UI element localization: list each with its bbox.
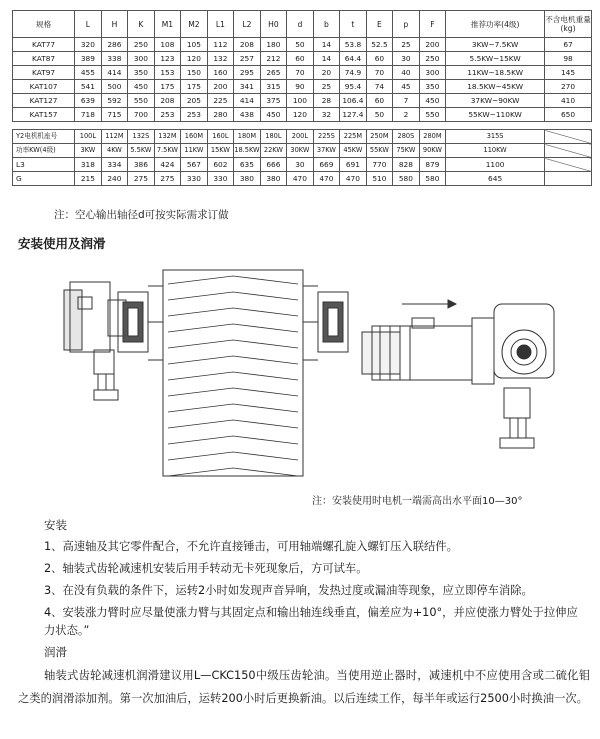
value-cell: 52.5 [366, 38, 393, 52]
value-cell: 120 [181, 52, 208, 66]
value-cell: 175 [154, 80, 181, 94]
value-cell: 700 [128, 108, 155, 122]
motor-cell: 30 [287, 158, 314, 172]
header-cell: K [128, 11, 155, 38]
motor-cell: 55KW [366, 144, 393, 158]
motor-cell: 250M [366, 130, 393, 144]
value-cell: 300 [128, 52, 155, 66]
gap-cell [13, 122, 592, 130]
header-cell: b [313, 11, 340, 38]
header-cell: H [101, 11, 128, 38]
section-title: 安装使用及润滑 [18, 236, 106, 251]
value-cell: 90 [287, 80, 314, 94]
value-cell: 132 [207, 52, 234, 66]
header-cell: M2 [181, 11, 208, 38]
motor-cell: 380 [234, 172, 261, 186]
motor-cell: 160L [207, 130, 234, 144]
motor-row [13, 158, 592, 172]
install-item-4: 4、安装涨力臂时应尽量使涨力臂与其固定点和输出轴连线垂直，偏差应为+10°，并应使涨力臂处于拉伸应力状态。” [44, 606, 578, 637]
value-cell: 28 [313, 94, 340, 108]
value-cell: 108 [154, 38, 181, 52]
blank-cell [545, 172, 592, 186]
header-cell: t [340, 11, 367, 38]
value-cell: 280 [207, 108, 234, 122]
hollow-shaft-note: 注：空心输出轴径d可按实际需求订做 [54, 209, 229, 221]
blank-cell [545, 130, 592, 144]
motor-cell: 225S [313, 130, 340, 144]
install-item-3: 3、在没有负载的条件下，运转2小时如发现声音异响，发热过度或漏油等现象，应立即停车消除。 [44, 584, 533, 597]
value-cell: 98 [545, 52, 592, 66]
value-cell: 718 [75, 108, 102, 122]
motor-cell: 330 [207, 172, 234, 186]
header-cell: p [393, 11, 420, 38]
value-cell: 315 [260, 80, 287, 94]
motor-cell: 334 [101, 158, 128, 172]
value-cell: 50 [287, 38, 314, 52]
header-cell: 推荐功率(4级) [446, 11, 545, 38]
motor-row-label: 功率KW(4级) [13, 144, 75, 158]
header-cell: M1 [154, 11, 181, 38]
motor-cell: 100L [75, 130, 102, 144]
motor-cell: 770 [366, 158, 393, 172]
table-header-row [13, 11, 592, 38]
value-cell: 253 [181, 108, 208, 122]
value-cell: 74.9 [340, 66, 367, 80]
motor-cell: 5.5KW [128, 144, 155, 158]
value-cell: 95.4 [340, 80, 367, 94]
install-title: 安装 [44, 518, 67, 532]
header-cell-weight: 不含电机重量(kg) [545, 11, 592, 38]
value-cell: 153 [154, 66, 181, 80]
header-cell: L2 [234, 11, 261, 38]
value-cell: 205 [181, 94, 208, 108]
value-cell: 225 [207, 94, 234, 108]
value-cell: 60 [366, 52, 393, 66]
motor-cell: 160M [181, 130, 208, 144]
model-cell: KAT107 [13, 80, 75, 94]
model-cell: KAT97 [13, 66, 75, 80]
value-cell: 25 [393, 38, 420, 52]
value-cell: 253 [154, 108, 181, 122]
motor-cell: 602 [207, 158, 234, 172]
motor-cell: 75KW [393, 144, 420, 158]
motor-cell: 7.5KW [154, 144, 181, 158]
value-cell: 180 [260, 38, 287, 52]
value-cell: 112 [207, 38, 234, 52]
header-cell: F [419, 11, 446, 38]
motor-row-label: Y2电机机座号 [13, 130, 75, 144]
motor-cell: 132M [154, 130, 181, 144]
motor-cell: 30KW [287, 144, 314, 158]
spec-body [13, 38, 592, 122]
value-cell: 37KW~90KW [446, 94, 545, 108]
value-cell: 715 [101, 108, 128, 122]
value-cell: 200 [207, 80, 234, 94]
motor-cell: 200L [287, 130, 314, 144]
value-cell: 70 [366, 66, 393, 80]
motor-angle-note: 注：安装使用时电机一端需高出水平面10—30° [312, 496, 523, 507]
motor-row [13, 144, 592, 158]
motor-cell: 275 [154, 172, 181, 186]
model-cell: KAT127 [13, 94, 75, 108]
value-cell: 295 [234, 66, 261, 80]
motor-last-cell: 645 [446, 172, 545, 186]
motor-row [13, 172, 592, 186]
motor-cell: 635 [234, 158, 261, 172]
value-cell: 14 [313, 38, 340, 52]
lube-title: 润滑 [44, 645, 67, 659]
value-cell: 270 [545, 80, 592, 94]
direction-arrow [402, 300, 456, 308]
model-cell: KAT77 [13, 38, 75, 52]
motor-cell: 691 [340, 158, 367, 172]
value-cell: 18.5KW~45KW [446, 80, 545, 94]
motor-cell: 669 [313, 158, 340, 172]
motor-cell: 580 [419, 172, 446, 186]
value-cell: 120 [287, 108, 314, 122]
value-cell: 250 [419, 52, 446, 66]
value-cell: 2 [393, 108, 420, 122]
value-cell: 500 [101, 80, 128, 94]
value-cell: 592 [101, 94, 128, 108]
value-cell: 60 [366, 94, 393, 108]
value-cell: 7 [393, 94, 420, 108]
installation-diagram [10, 262, 590, 490]
motor-cell: 240 [101, 172, 128, 186]
value-cell: 105 [181, 38, 208, 52]
value-cell: 40 [393, 66, 420, 80]
motor-body [13, 130, 592, 186]
value-cell: 265 [260, 66, 287, 80]
install-item-2: 2、轴装式齿轮减速机安装后用手转动无卡死现象后，方可试车。 [44, 562, 368, 575]
value-cell: 320 [75, 38, 102, 52]
value-cell: 639 [75, 94, 102, 108]
value-cell: 350 [419, 80, 446, 94]
value-cell: 375 [260, 94, 287, 108]
value-cell: 450 [260, 108, 287, 122]
spec-table [12, 10, 592, 186]
value-cell: 160 [207, 66, 234, 80]
motor-cell: 18.5KW [234, 144, 261, 158]
motor-cell: 180M [234, 130, 261, 144]
value-cell: 541 [75, 80, 102, 94]
motor-cell: 666 [260, 158, 287, 172]
motor-cell: 879 [419, 158, 446, 172]
value-cell: 341 [234, 80, 261, 94]
value-cell: 175 [181, 80, 208, 94]
value-cell: 3KW~7.5KW [446, 38, 545, 52]
motor-cell: 380 [260, 172, 287, 186]
value-cell: 150 [181, 66, 208, 80]
motor-cell: 132S [128, 130, 155, 144]
value-cell: 212 [260, 52, 287, 66]
value-cell: 60 [287, 52, 314, 66]
value-cell: 208 [154, 94, 181, 108]
value-cell: 250 [128, 38, 155, 52]
value-cell: 50 [366, 108, 393, 122]
header-cell: L1 [207, 11, 234, 38]
value-cell: 414 [101, 66, 128, 80]
value-cell: 145 [545, 66, 592, 80]
table-row [13, 38, 592, 52]
motor-cell: 330 [181, 172, 208, 186]
blank-cell [545, 144, 592, 158]
value-cell: 550 [419, 108, 446, 122]
motor-cell: 45KW [340, 144, 367, 158]
table-row [13, 66, 592, 80]
value-cell: 300 [419, 66, 446, 80]
motor-cell: 424 [154, 158, 181, 172]
value-cell: 45 [393, 80, 420, 94]
motor-cell: 280M [419, 130, 446, 144]
left-reducer [64, 282, 126, 400]
value-cell: 53.8 [340, 38, 367, 52]
value-cell: 5.5KW~15KW [446, 52, 545, 66]
motor-cell: 580 [393, 172, 420, 186]
motor-cell: 22KW [260, 144, 287, 158]
value-cell: 338 [101, 52, 128, 66]
value-cell: 64.4 [340, 52, 367, 66]
value-cell: 67 [545, 38, 592, 52]
value-cell: 389 [75, 52, 102, 66]
motor-row [13, 130, 592, 144]
motor-cell: 15KW [207, 144, 234, 158]
value-cell: 257 [234, 52, 261, 66]
value-cell: 11KW~18.5KW [446, 66, 545, 80]
header-cell: L [75, 11, 102, 38]
value-cell: 455 [75, 66, 102, 80]
right-bearing-block [303, 292, 348, 352]
value-cell: 20 [313, 66, 340, 80]
header-cell: d [287, 11, 314, 38]
motor-cell: 280S [393, 130, 420, 144]
value-cell: 74 [366, 80, 393, 94]
value-cell: 123 [154, 52, 181, 66]
value-cell: 100 [287, 94, 314, 108]
value-cell: 70 [287, 66, 314, 80]
motor-row-label: G [13, 172, 75, 186]
motor-cell: 828 [393, 158, 420, 172]
header-cell: 规格 [13, 11, 75, 38]
motor-last-cell: 1100 [446, 158, 545, 172]
blank-cell [545, 158, 592, 172]
value-cell: 25 [313, 80, 340, 94]
motor-cell: 567 [181, 158, 208, 172]
motor-cell: 112M [101, 130, 128, 144]
table-row [13, 94, 592, 108]
motor-cell: 225M [340, 130, 367, 144]
table-row [13, 80, 592, 94]
motor-cell: 470 [287, 172, 314, 186]
table-row [13, 108, 592, 122]
header-cell: E [366, 11, 393, 38]
motor-cell: 386 [128, 158, 155, 172]
motor-cell: 3KW [75, 144, 102, 158]
value-cell: 106.4 [340, 94, 367, 108]
value-cell: 414 [234, 94, 261, 108]
motor-cell: 215 [75, 172, 102, 186]
motor-cell: 11KW [181, 144, 208, 158]
motor-reducer-side [362, 304, 554, 448]
motor-cell: 470 [313, 172, 340, 186]
value-cell: 438 [234, 108, 261, 122]
value-cell: 450 [128, 80, 155, 94]
install-item-1: 1、高速轴及其它零件配合，不允许直接锤击，可用轴端螺孔旋入螺钉压入联结件。 [44, 540, 458, 553]
value-cell: 410 [545, 94, 592, 108]
left-bearing-block [118, 292, 163, 352]
value-cell: 127.4 [340, 108, 367, 122]
motor-cell: 318 [75, 158, 102, 172]
value-cell: 30 [393, 52, 420, 66]
model-cell: KAT87 [13, 52, 75, 66]
lube-paragraph: 轴装式齿轮减速机润滑建议用L—CKC150中级压齿轮油。当使用逆止器时，减速机中不应使用含或二硫化钼之类的润滑添加剂。第一次加油后，运转200小时后更换新油。以后连续工作，每半年或运行2500小时换油一次。 [18, 669, 590, 705]
value-cell: 14 [313, 52, 340, 66]
value-cell: 32 [313, 108, 340, 122]
motor-cell: 510 [366, 172, 393, 186]
value-cell: 350 [128, 66, 155, 80]
motor-cell: 37KW [313, 144, 340, 158]
motor-cell: 180L [260, 130, 287, 144]
motor-cell: 4KW [101, 144, 128, 158]
value-cell: 450 [419, 94, 446, 108]
value-cell: 286 [101, 38, 128, 52]
table-gap-row [13, 122, 592, 130]
motor-cell: 90KW [419, 144, 446, 158]
value-cell: 550 [128, 94, 155, 108]
value-cell: 200 [419, 38, 446, 52]
table-row [13, 52, 592, 66]
header-cell: H0 [260, 11, 287, 38]
model-cell: KAT157 [13, 108, 75, 122]
conveyor-drum [148, 270, 318, 476]
value-cell: 650 [545, 108, 592, 122]
motor-last-cell: 110KW [446, 144, 545, 158]
motor-row-label: L3 [13, 158, 75, 172]
value-cell: 55KW~110KW [446, 108, 545, 122]
value-cell: 208 [234, 38, 261, 52]
motor-cell: 470 [340, 172, 367, 186]
motor-last-cell: 315S [446, 130, 545, 144]
motor-cell: 275 [128, 172, 155, 186]
